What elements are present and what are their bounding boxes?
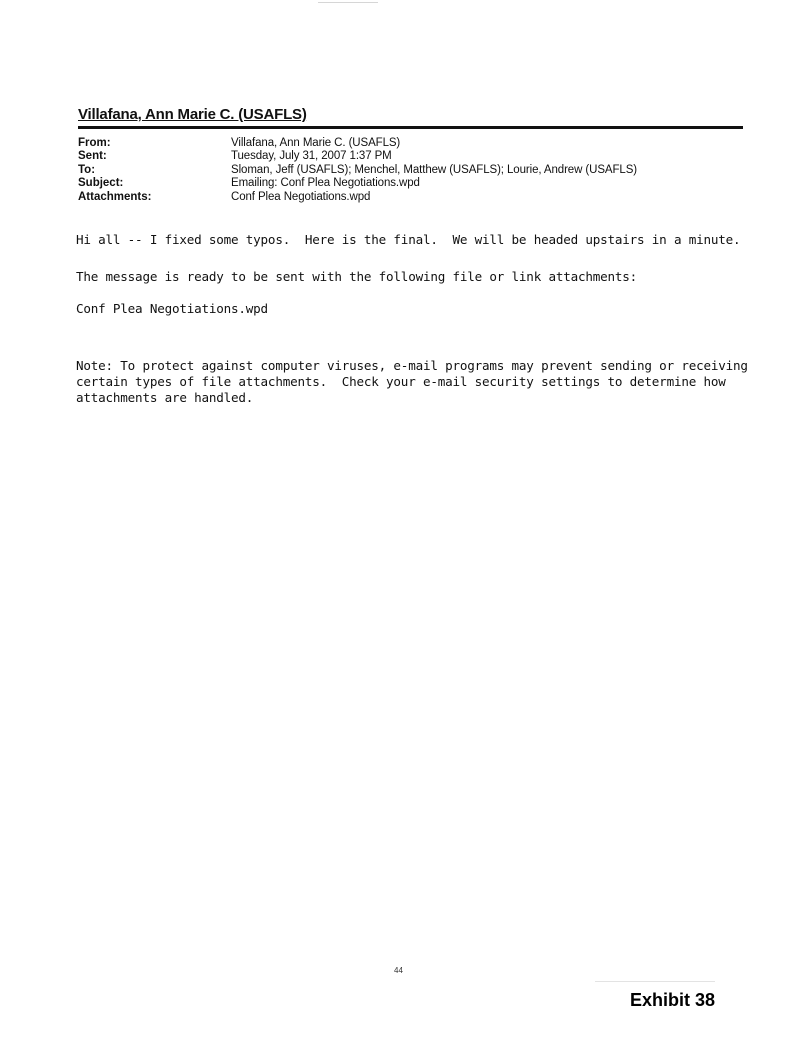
attachments-value: Conf Plea Negotiations.wpd (231, 190, 371, 203)
header-row-from (78, 137, 637, 150)
message-body: Hi all -- I fixed some typos. Here is the final. We will be headed upstairs in a minute. (76, 232, 741, 247)
attachments-label: Attachments: (78, 190, 152, 203)
sent-value: Tuesday, July 31, 2007 1:37 PM (231, 150, 392, 163)
heading-divider (78, 126, 743, 129)
from-label: From: (78, 137, 111, 149)
header-row-sent (78, 150, 637, 163)
subject-label: Subject: (78, 177, 124, 190)
ready-notice: The message is ready to be sent with the following file or link attachments: (76, 269, 638, 284)
exhibit-label: Exhibit 38 (630, 990, 716, 1010)
to-value: Sloman, Jeff (USAFLS); Menchel, Matthew (USAFLS); Lourie, Andrew (USAFLS) (231, 163, 637, 176)
security-note: Note: To protect against computer viruses, e-mail programs may prevent sending or receiving certain types of file attachments. Check your e-mail security settings to determine how attachments are handled. (76, 358, 756, 405)
page-number: 44 (394, 966, 403, 975)
subject-value: Emailing: Conf Plea Negotiations.wpd (231, 177, 420, 190)
email-header-fields (78, 137, 637, 204)
header-row-attachments (78, 191, 637, 204)
attachment-filename: Conf Plea Negotiations.wpd (76, 301, 268, 316)
scan-mark (318, 2, 378, 3)
header-row-subject (78, 177, 637, 190)
header-row-to (78, 164, 637, 177)
from-value: Villafana, Ann Marie C. (USAFLS) (231, 137, 401, 149)
sender-heading: Villafana, Ann Marie C. (USAFLS) (78, 106, 307, 123)
to-label: To: (78, 163, 96, 176)
footer-divider (595, 981, 715, 982)
sent-label: Sent: (78, 150, 107, 163)
